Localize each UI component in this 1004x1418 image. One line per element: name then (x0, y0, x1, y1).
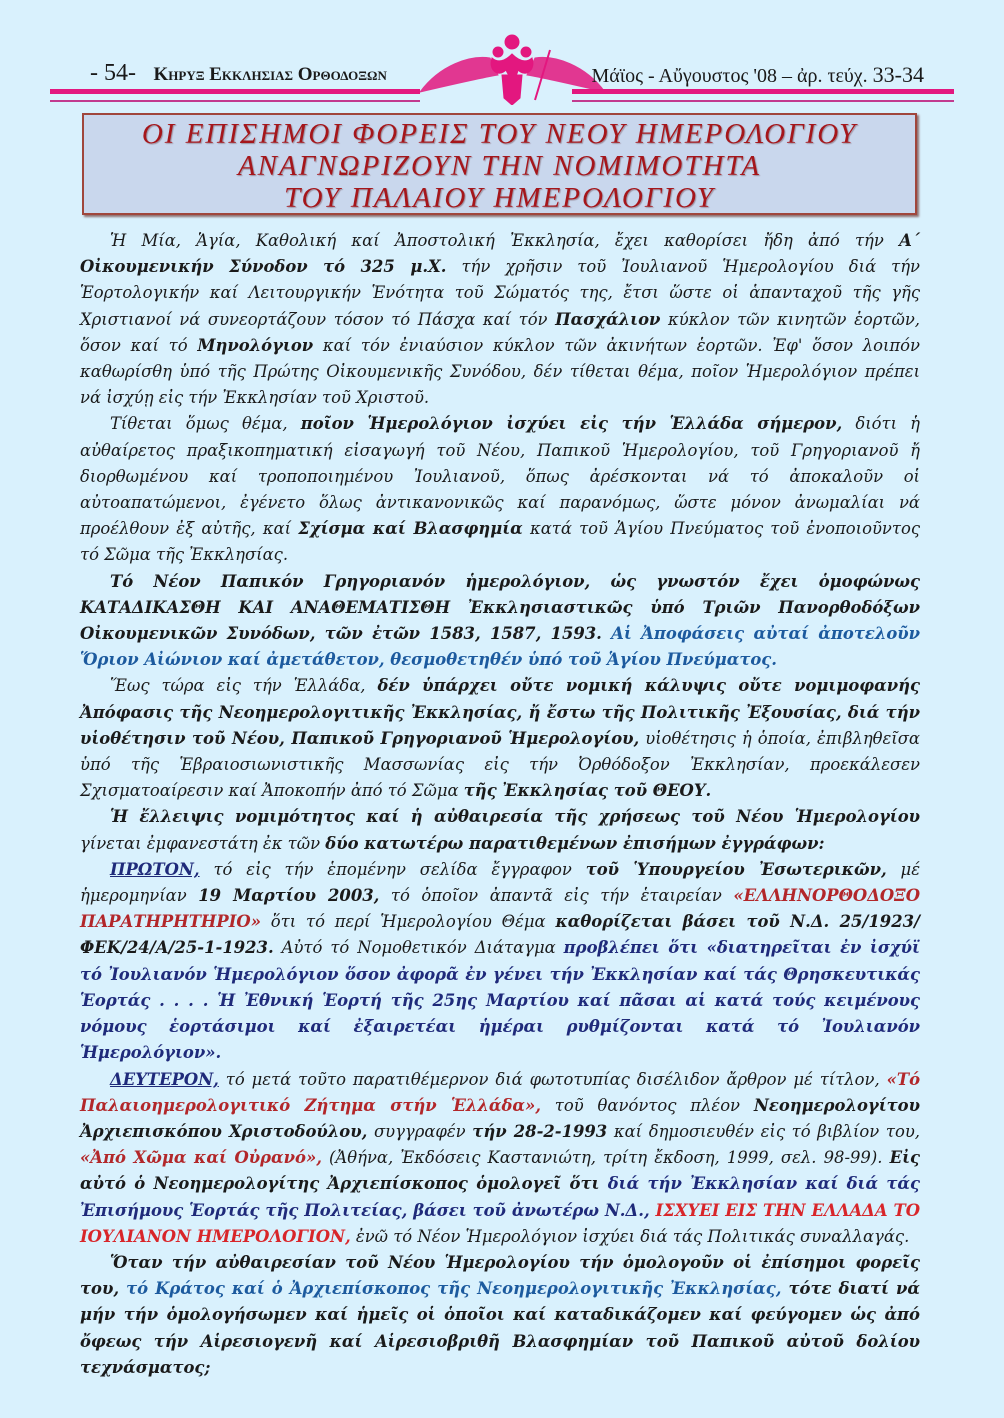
emphasis-text: καθορίζεται βάσει τοῦ Ν.Δ. 25/1923/ΦΕΚ/24/Α/25-1-1923. (80, 912, 920, 958)
emphasis-text: Α΄ Οἰκουμενικήν Σύνοδον τό 325 μ.Χ. (80, 231, 920, 277)
paragraph (80, 804, 920, 856)
body-text: τό μετά τοῦτο παρατιθέμερνον διά φωτοτυπίας δισέλιδον ἄρθρον μέ τίτλον, (218, 1069, 887, 1089)
body-text: υἱοθέτησις ἡ ὁποία, ἐπιβληθεῖσα ὑπό τῆς Ἑβραιοσιωνιστικῆς Μασσωνίας εἰς τήν Ὀρθόδοξον Ἐκκλησίαν, προεκάλεσεν Σχισματοαίρεσιν καί Ἀποκοπήν ἀπό τό Σῶμα (80, 728, 920, 801)
emphasis-text: Ὅταν τήν αὐθαιρεσίαν τοῦ Νέου Ἡμερολογίου τήν ὁμολογοῦν οἱ ἐπίσημοι φορεῖς του, (80, 1252, 920, 1299)
article-body (80, 228, 920, 1381)
issue-number: 33-34 (872, 62, 924, 87)
body-text: Ἡ Μία, Ἁγία, Καθολική καί Ἀποστολική Ἐκκλησία, ἔχει καθορίσει ἤδη ἀπό τήν (110, 231, 900, 250)
body-text: καί δημοσιευθέν εἰς τό βιβλίον του, (607, 1121, 921, 1141)
issue-date: Μάϊος - Αὔγουστος '08 – ἀρ. τεύχ. (591, 65, 868, 87)
paragraph (80, 857, 920, 1067)
emphasis-text: δύο κατωτέρω παρατιθεμένων ἐπισήμων ἐγγράφων: (325, 833, 825, 853)
header-rule-right (572, 89, 954, 94)
emphasis-text: τό Κράτος καί ὁ Ἀρχιεπίσκοπος τῆς Νεοημερολογιτικῆς Ἐκκλησίας, (119, 1279, 782, 1299)
body-text: κύκλον τῶν κινητῶν ἑορτῶν, ὅσον καί τό (80, 309, 920, 355)
emphasis-text: δέν ὑπάρχει οὔτε νομική κάλυψις οὔτε νομιμοφανής Ἀπόφασις τῆς Νεοημερολογιτικῆς Ἐκκλησίας, ἤ ἔστω τῆς Πολιτικῆς Ἐξουσίας, διά τήν υἱοθέτησιν τοῦ Νέου, Παπικοῦ Γρηγοριανοῦ Ἡμερολογίου, (80, 676, 920, 748)
emphasis-text: προβλέπει ὅτι «διατηρεῖται ἐν ἰσχύϊ τό Ἰουλιανόν Ἡμερολόγιον ὅσον ἀφορᾶ ἐν γένει τήν Ἐκκλησίαν καί τάς Θρησκευτικάς Ἑορτάς . . . . Ἡ Ἐθνική Ἑορτή τῆς 25ης Μαρτίου καί πᾶσαι αἱ κατά τούς κειμένους νόμους ἑορτάσιμοι καί ἐξαιρετέαι ἡμέραι ρυθμίζονται κατά τό Ἰουλιανόν Ἡμερολόγιον». (80, 938, 920, 1063)
emphasis-text: ΠΡΩΤΟΝ, (110, 859, 200, 879)
body-text: Αὐτό τό Νομοθετικόν Διάταγμα (273, 938, 564, 958)
paragraph (80, 1067, 920, 1250)
emphasis-text: «Ἀπό Χῶμα καί Οὐρανό», (80, 1148, 322, 1168)
body-text: διότι ἡ αὐθαίρετος πραξικοπηματική εἰσαγωγή τοῦ Νέου, Παπικοῦ Ἡμερολογίου, τοῦ Γρηγοριανοῦ ἤ διορθωμένου καί τροποποιημένου Ἰουλιανοῦ, ὅπως ἀρέσκονται νά τό ἀποκαλοῦν οἱ αὐτοαπατώμενοι, ἐγένετο ὅλως ἀντικανονικῶς καί παρανόμως, ὥστε μόνον ἀνωμαλίαι νά προέλθουν ἐξ αὐτῆς, καί (80, 414, 920, 539)
page-header (0, 0, 1004, 110)
title-line: ΤΟΥ ΠΑΛΑΙΟΥ ΗΜΕΡΟΛΟΓΙΟΥ (284, 182, 715, 214)
emphasis-text: Νεοημερολογίτου Ἀρχιεπισκόπου Χριστοδούλου, (80, 1095, 920, 1141)
body-text: τό ὁποῖον ἀπαντᾶ εἰς τήν ἑταιρείαν (379, 886, 734, 906)
header-rule-right-thin (572, 100, 954, 102)
paragraph (80, 228, 920, 411)
emphasis-text: ΙΣΧΥΕΙ ΕΙΣ ΤΗΝ ΕΛΛΑΔΑ ΤΟ ΙΟΥΛΙΑΝΟΝ ΗΜΕΡΟΛΟΓΙΟΝ, (80, 1200, 920, 1246)
emphasis-text: Πασχάλιον (555, 309, 661, 329)
article-title (82, 113, 917, 215)
emphasis-text: Μηνολόγιον (197, 335, 314, 355)
page-number: - 54- (90, 60, 136, 86)
emphasis-text: διά τήν Ἐκκλησίαν καί διά τάς Ἐπισήμους Ἑορτάς τῆς Πολιτείας, βάσει τοῦ ἀνωτέρω Ν.Δ., (80, 1174, 920, 1220)
body-text: συγγραφέν (367, 1121, 473, 1141)
emphasis-text: Σχίσμα καί Βλασφημία (298, 519, 523, 539)
header-rule-left-thin (50, 100, 420, 102)
body-text: γίνεται ἐμφανεστάτη ἐκ τῶν (80, 833, 326, 853)
emphasis-text: τοῦ Ὑπουργείου Ἐσωτερικῶν, (585, 859, 887, 879)
emphasis-text: «ΕΛΛΗΝΟΡΘΟΔΟΞΟ ΠΑΡΑΤΗΡΗΤΗΡΙΟ» (80, 886, 920, 932)
body-text: Ἕως τώρα εἰς τήν Ἑλλάδα, (110, 676, 378, 696)
paragraph (80, 569, 920, 674)
body-text: (Ἀθήνα, Ἐκδόσεις Καστανιώτη, τρίτη ἔκδοση, 1999, σελ. 98-99). (321, 1148, 890, 1168)
body-text: Τίθεται ὅμως θέμα, (110, 414, 301, 434)
emphasis-text: τότε διατί νά μήν τήν ὁμολογήσωμεν καί ἡμεῖς οἱ ὁποῖοι καί καταδικάζομεν καί φεύγομεν ὡς ἀπό ὄφεως τήν Αἱρεσιογενῆ καί Αἱρεσιοβριθῆ Βλασφημίαν τοῦ Παπικοῦ αὐτοῦ δολίου τεχνάσματος; (80, 1279, 920, 1377)
publication-title: Κηρυξ Εκκλησιας Ορθοδοξων (153, 64, 387, 85)
body-text: τοῦ θανόντος πλέον (540, 1095, 754, 1115)
title-line: ΑΝΑΓΝΩΡΙΖΟΥΝ ΤΗΝ ΝΟΜΙΜΟΤΗΤΑ (237, 150, 762, 182)
body-text: ἐνῶ τό Νέον Ἡμερολόγιον ἰσχύει διά τάς Πολιτικάς συναλλαγάς. (350, 1226, 910, 1246)
emphasis-text: τῆς Ἐκκλησίας τοῦ ΘΕΟΥ. (463, 781, 712, 801)
emphasis-text: ΔΕΥΤΕΡΟΝ, (110, 1069, 219, 1089)
body-text: τό εἰς τήν ἑπομένην σελίδα ἔγγραφον (199, 859, 586, 879)
emphasis-text: ποῖον Ἡμερολόγιον ἰσχύει εἰς τήν Ἑλλάδα σήμερον, (300, 414, 843, 434)
emphasis-text: Τό Νέον Παπικόν Γρηγοριανόν ἡμερολόγιον, ὡς γνωστόν ἔχει ὁμοφώνως ΚΑΤΑΔΙΚΑΣΘΗ ΚΑΙ ΑΝΑΘΕΜΑΤΙΣΘΗ Ἐκκλησιαστικῶς ὑπό Τριῶν Πανορθοδόξων Οἰκουμενικῶν Συνόδων, τῶν ἐτῶν 1583, 1587, 1593. (80, 571, 920, 644)
title-line: ΟΙ ΕΠΙΣΗΜΟΙ ΦΟΡΕΙΣ ΤΟΥ ΝΕΟΥ ΗΜΕΡΟΛΟΓΙΟΥ (141, 118, 858, 150)
emphasis-text: «Τό Παλαιοημερολογιτικό Ζήτημα στήν Ἑλλάδα», (80, 1069, 920, 1115)
header-right (591, 62, 924, 88)
body-text: τήν χρῆσιν τοῦ Ἰουλιανοῦ Ἡμερολογίου διά τήν Ἑορτολογικήν καί Λειτουργικήν Ἑνότητα τοῦ Σώματός της, ἔτσι ὥστε οἱ ἁπανταχοῦ τῆς γῆς Χριστιανοί νά συνεορτάζουν τόσον τό Πάσχα καί τόν (80, 257, 920, 329)
body-text: μέ ἡμερομηνίαν (80, 859, 920, 906)
paragraph (80, 1250, 920, 1381)
body-text: καί τόν ἐνιαύσιον κύκλον τῶν ἀκινήτων ἑορτῶν. Ἐφ' ὅσον λοιπόν καθωρίσθη ὑπό τῆς Πρώτης Οἰκουμενικῆς Συνόδου, δέν τίθεται θέμα, ποῖον Ἡμερολόγιον πρέπει νά ἰσχύῃ εἰς τήν Ἐκκλησίαν τοῦ Χριστοῦ. (80, 335, 920, 408)
paragraph (80, 673, 920, 804)
emphasis-text: 19 Μαρτίου 2003, (198, 886, 380, 906)
body-text: κατά τοῦ Ἁγίου Πνεύματος τοῦ ἐνοποιοῦντος τό Σῶμα τῆς Ἐκκλησίας. (80, 519, 920, 565)
header-left (90, 60, 387, 92)
paragraph (80, 411, 920, 568)
body-text: ὅτι τό περί Ἡμερολογίου Θέμα (260, 912, 556, 932)
emphasis-text: Ἡ ἔλλειψις νομιμότητος καί ἡ αὐθαιρεσία τῆς χρήσεως τοῦ Νέου Ἡμερολογίου (110, 807, 920, 827)
emphasis-text: τήν 28-2-1993 (472, 1121, 608, 1141)
header-rule-left (50, 89, 420, 94)
emphasis-text: Εἰς αὐτό ὁ Νεοημερολογίτης Ἀρχιεπίσκοπος ὁμολογεῖ ὅτι (80, 1148, 920, 1194)
emphasis-text: Αἱ Ἀποφάσεις αὐταί ἀποτελοῦν Ὅριον Αἰώνιον καί ἀμετάθετον, θεσμοθετηθέν ὑπό τοῦ Ἁγίου Πνεύματος. (80, 624, 920, 670)
